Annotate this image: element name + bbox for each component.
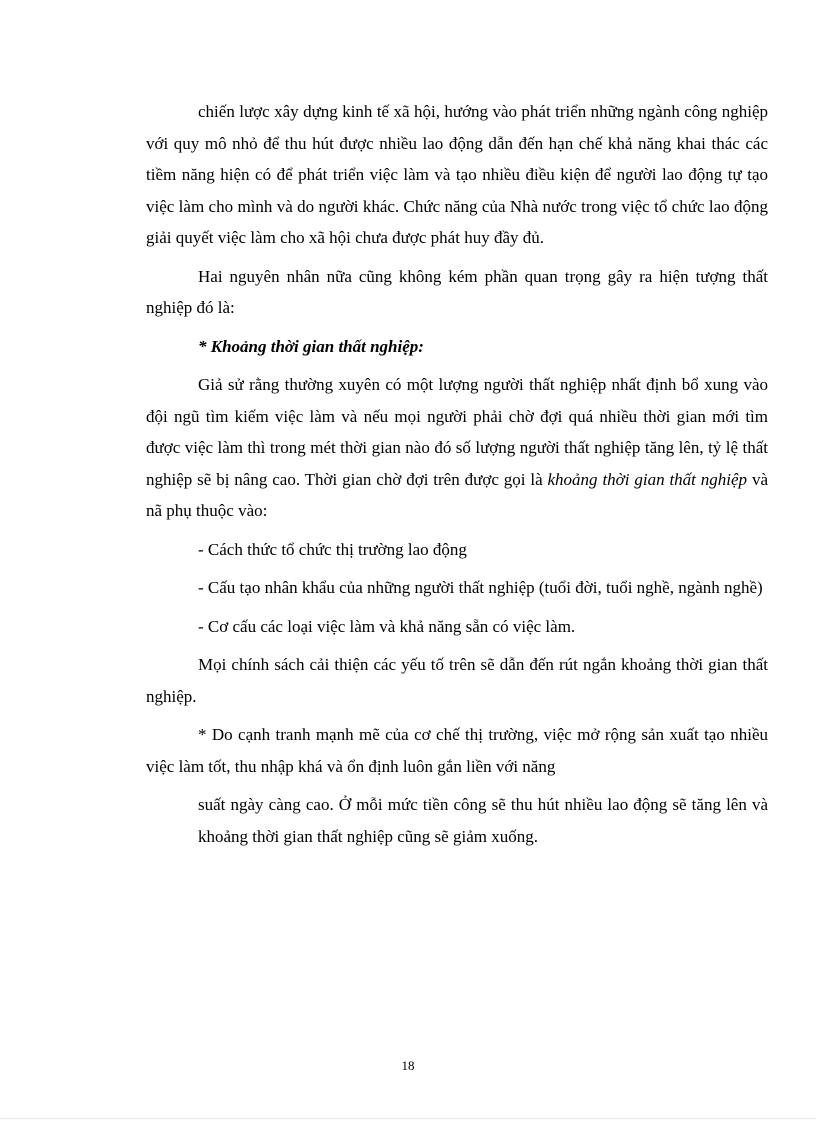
section-heading: * Khoảng thời gian thất nghiệp:: [198, 336, 424, 356]
paragraph-6: suất ngày càng cao. Ở mỗi mức tiền công sẽ thu hút nhiều lao động sẽ tăng lên và khoảng thời gian thất nghiệp cũng sẽ giảm xuống.: [198, 795, 768, 846]
page-number: 18: [401, 1058, 415, 1073]
paragraph-4: Mọi chính sách cải thiện các yếu tố trên sẽ dẫn đến rút ngắn khoảng thời gian thất nghiệp.: [146, 655, 768, 706]
list-item-2: - Cấu tạo nhân khẩu của những người thất nghiệp (tuổi đời, tuổi nghề, ngành nghề): [198, 578, 763, 597]
paragraph-5: * Do cạnh tranh mạnh mẽ của cơ chế thị trường, việc mở rộng sản xuất tạo nhiều việc làm tốt, thu nhập khá và ổn định luôn gắn liền với năng: [146, 725, 768, 776]
page-bottom-divider: [0, 1118, 816, 1119]
document-body: [146, 96, 768, 859]
list-item-1: - Cách thức tổ chức thị trường lao động: [198, 539, 467, 559]
paragraph-1: chiến lược xây dựng kinh tế xã hội, hướng vào phát triển những ngành công nghiệp với quy mô nhỏ để thu hút được nhiều lao động dẫn đến hạn chế khả năng khai thác các tiềm năng hiện có để phát triển việc làm và tạo nhiều điều kiện để người lao động tự tạo việc làm cho mình và do người khác. Chức năng của Nhà nước trong việc tổ chức lao động giải quyết việc làm cho xã hội chưa được phát huy đầy đủ.: [146, 102, 768, 247]
paragraph-3-emphasis: khoảng thời gian thất nghiệp: [547, 469, 748, 489]
paragraph-3-text-before: Giả sử rằng thường xuyên có một lượng người thất nghiệp nhất định bổ xung vào đội ngũ tìm kiếm việc làm và nếu mọi người phải chờ đợi quá nhiều thời gian mới tìm được việc làm thì trong mét thời gian nào đó số lượng người thất nghiệp tăng lên, tỷ lệ thất nghiệp sẽ bị nâng cao. Thời gian chờ đợi trên được gọi là: [146, 375, 768, 489]
paragraph-2: Hai nguyên nhân nữa cũng không kém phần quan trọng gây ra hiện tượng thất nghiệp đó là:: [146, 266, 768, 317]
list-item-3: - Cơ cấu các loại việc làm và khả năng sẵn có việc làm.: [198, 616, 576, 636]
paragraph-3: [146, 369, 768, 527]
paragraph-3-text-after: và nã phụ thuộc vào:: [146, 469, 768, 520]
